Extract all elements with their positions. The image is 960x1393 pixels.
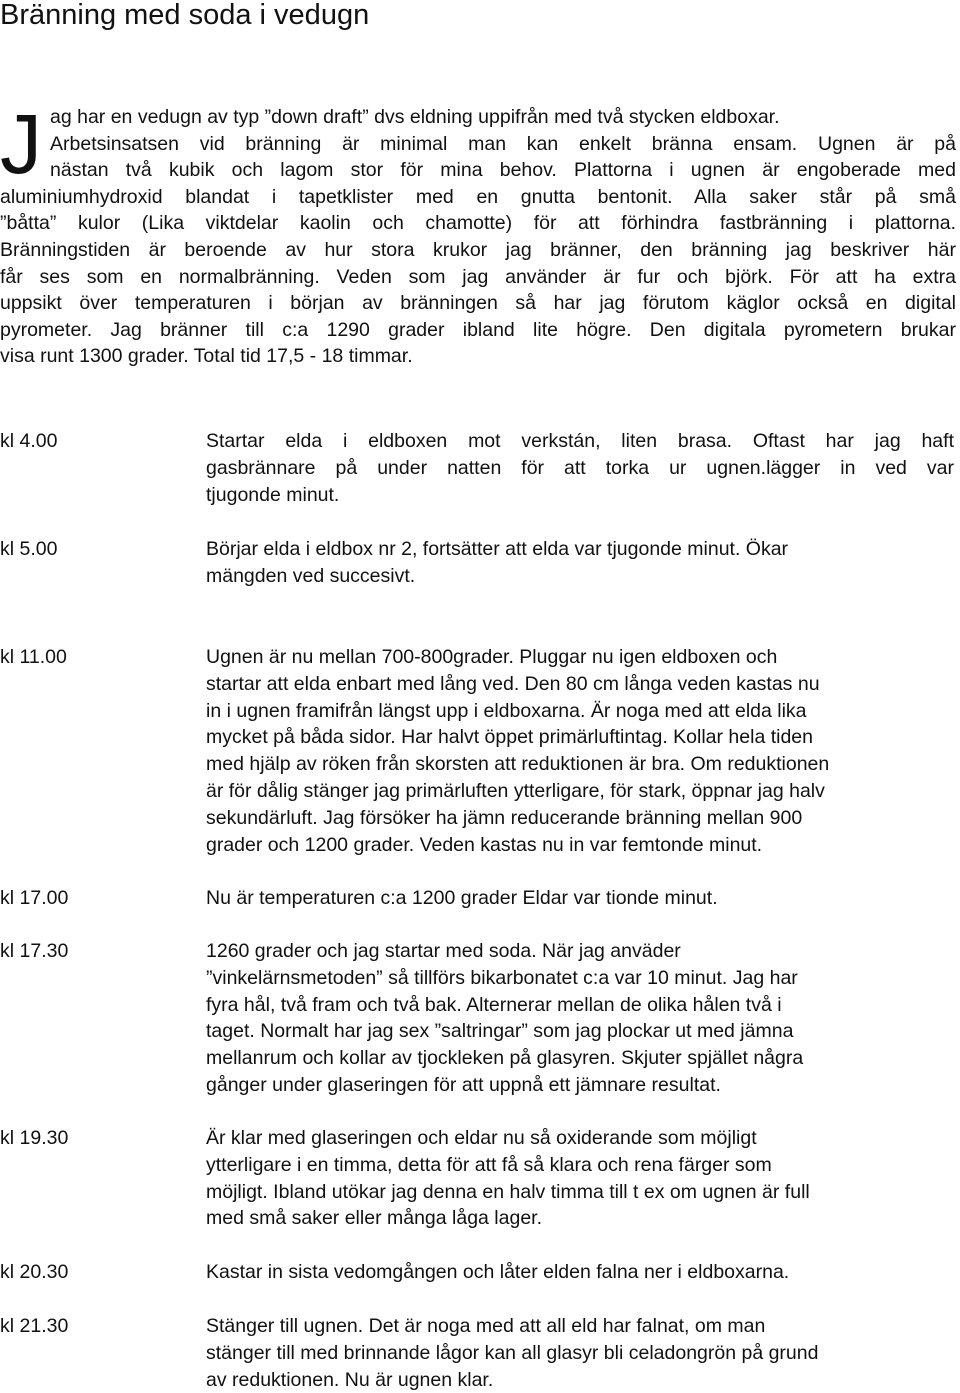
intro-line: aluminiumhydroxid blandat i tapetklister med en gnutta bentonit. Alla saker står på små bbox=[0, 185, 956, 208]
entry-time: kl 21.30 bbox=[0, 1315, 69, 1337]
entry-line: fyra hål, två fram och två bak. Alternerar mellan de olika hålen två i bbox=[206, 993, 782, 1016]
entry-time: kl 4.00 bbox=[0, 430, 58, 452]
entry-line: mycket på båda sidor. Har halvt öppet primärluftintag. Kollar hela tiden bbox=[206, 726, 813, 749]
entry-line: med hjälp av röken från skorsten att reduktionen är bra. Om reduktionen bbox=[206, 753, 830, 776]
intro-line: visa runt 1300 grader. Total tid 17,5 - 18 timmar. bbox=[0, 345, 413, 368]
entry-text bbox=[206, 644, 954, 858]
entry-line: Stänger till ugnen. Det är noga med att all eld har falnat, om man bbox=[206, 1315, 766, 1337]
entry-line: Är klar med glaseringen och eldar nu så oxiderande som möjligt bbox=[206, 1127, 757, 1149]
entry-line: Nu är temperaturen c:a 1200 grader Eldar var tionde minut. bbox=[206, 887, 718, 909]
entry-line: med små saker eller många låga lager. bbox=[206, 1207, 543, 1230]
entry-line: Startar elda i eldboxen mot verkstán, liten brasa. Oftast har jag haft bbox=[206, 430, 954, 452]
intro-line: ag har en vedugn av typ ”down draft” dvs eldning uppifrån med två stycken eldboxar. bbox=[50, 106, 780, 128]
intro-paragraph bbox=[0, 97, 956, 370]
entry-line: mellanrum och kollar av tjockleken på glasyren. Skjuter spjället några bbox=[206, 1047, 804, 1070]
intro-line: Bränningstiden är beroende av hur stora krukor jag bränner, den bränning jag beskriver här bbox=[0, 238, 956, 261]
entry-line: grader och 1200 grader. Veden kastas nu in var femtonde minut. bbox=[206, 833, 763, 856]
entry-text bbox=[206, 428, 954, 508]
intro-line: uppsikt över temperaturen i början av bränningen så har jag förutom käglor också en digital bbox=[0, 292, 956, 315]
entry-line: möjligt. Ibland utökar jag denna en halv timma till t ex om ugnen är full bbox=[206, 1180, 810, 1203]
intro-line: pyrometer. Jag bränner till c:a 1290 grader ibland lite högre. Den digitala pyrometern brukar bbox=[0, 318, 956, 341]
entry-line: 1260 grader och jag startar med soda. När jag anväder bbox=[206, 940, 681, 962]
entry-line: stänger till med brinnande lågor kan all glasyr bli celadongrön på grund bbox=[206, 1341, 819, 1364]
entry-line: Kastar in sista vedomgången och låter elden falna ner i eldboxarna. bbox=[206, 1261, 790, 1283]
entry-time: kl 11.00 bbox=[0, 646, 67, 668]
entry-text bbox=[206, 938, 954, 1099]
page-title: Bränning med soda i vedugn bbox=[0, 0, 370, 31]
entry-time: kl 19.30 bbox=[0, 1127, 69, 1149]
entry-line: in i ugnen framifrån längst upp i eldboxarna. Är noga med att elda lika bbox=[206, 699, 807, 722]
entry-line: gasbrännare på under natten för att torka ur ugnen.lägger in ved var bbox=[206, 456, 954, 479]
entry-line: gånger under glaseringen för att uppnå ett jämnare resultat. bbox=[206, 1073, 721, 1096]
intro-line: nästan två kubik och lagom stor för mina behov. Plattorna i ugnen är engoberade med bbox=[50, 159, 956, 182]
entry-line: mängden ved succesivt. bbox=[206, 564, 416, 587]
entry-line: Börjar elda i eldbox nr 2, fortsätter att elda var tjugonde minut. Ökar bbox=[206, 538, 789, 560]
entry-line: startar att elda enbart med lång ved. Den 80 cm långa veden kastas nu bbox=[206, 672, 820, 695]
entry-line: Ugnen är nu mellan 700-800grader. Pluggar nu igen eldboxen och bbox=[206, 646, 778, 668]
entry-text bbox=[206, 1259, 954, 1286]
entry-text bbox=[206, 885, 954, 912]
drop-cap: J bbox=[0, 97, 42, 191]
entry-line: ytterligare i en timma, detta för att få så klara och rena färger som bbox=[206, 1153, 772, 1176]
entry-line: av reduktionen. Nu är ugnen klar. bbox=[206, 1368, 494, 1391]
entry-text bbox=[206, 536, 954, 590]
entry-line: sekundärluft. Jag försöker ha jämn reducerande bränning mellan 900 bbox=[206, 806, 803, 829]
entry-time: kl 20.30 bbox=[0, 1261, 69, 1283]
entry-text bbox=[206, 1313, 954, 1393]
intro-line: får ses som en normalbränning. Veden som jag använder är fur och björk. För att ha extra bbox=[0, 265, 956, 288]
entry-line: taget. Normalt har jag sex ”saltringar” som jag plockar ut med jämna bbox=[206, 1020, 794, 1043]
entry-time: kl 17.00 bbox=[0, 887, 69, 909]
entry-line: tjugonde minut. bbox=[206, 483, 340, 506]
intro-line: Arbetsinsatsen vid bränning är minimal man kan enkelt bränna ensam. Ugnen är på bbox=[50, 132, 956, 155]
entry-text bbox=[206, 1125, 954, 1232]
entry-time: kl 17.30 bbox=[0, 940, 69, 962]
entry-time: kl 5.00 bbox=[0, 538, 58, 560]
entry-line: ”vinkelärnsmetoden” så tillförs bikarbonatet c:a var 10 minut. Jag har bbox=[206, 966, 798, 989]
intro-line: ”båtta” kulor (Lika viktdelar kaolin och chamotte) för att förhindra fastbränning i plattorna. bbox=[0, 212, 956, 235]
entry-line: är för dålig stänger jag primärluften ytterligare, för stark, öppnar jag halv bbox=[206, 779, 825, 802]
